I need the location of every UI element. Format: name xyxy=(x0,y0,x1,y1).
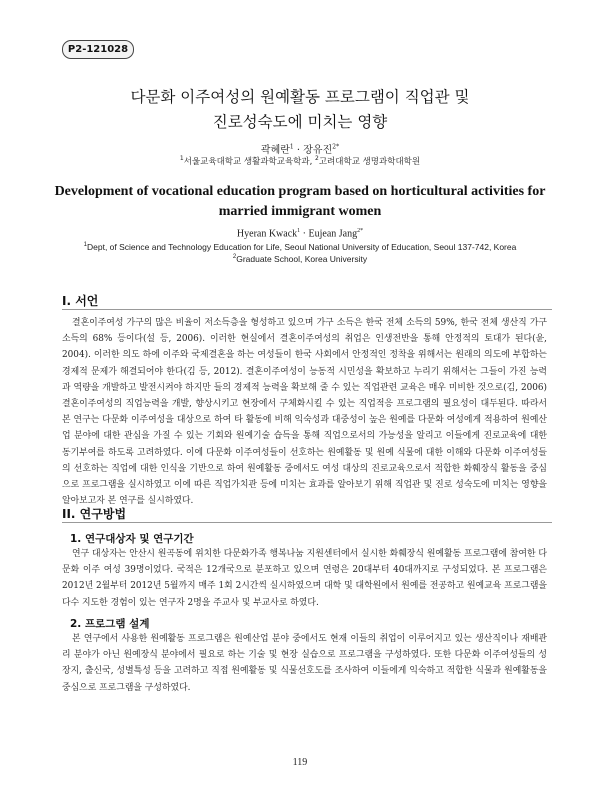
korean-author-2-mark: 2* xyxy=(332,143,340,151)
korean-title-line-2: 진로성숙도에 미치는 영향 xyxy=(212,113,388,131)
affil-kr-text-2: 고려대학교 생명과학대학원 xyxy=(318,157,421,167)
affil-en-mark-2: 2 xyxy=(232,254,237,261)
section-1-heading: I. 서언 xyxy=(62,294,99,308)
paper-code-badge: P2-121028 xyxy=(62,40,134,59)
author-separator-en: · xyxy=(300,228,309,240)
english-author-2: Eujean Jang xyxy=(308,228,358,240)
subsection-2-2-paragraph: 본 연구에서 사용한 원예활동 프로그램은 원예산업 분야 중에서도 현재 이들의 취업이 이루어지고 있는 생산직이나 재배관리 분야가 아닌 원예장식 분야에서 필요로 하는 기술 및 현장 실습으로 프로그램을 구성하였다. 또한 다문화 이주여성들의 성장지, 출신국, 성별특성 등을 고려하고 직접 원예활동 및 식물선호도를 조사하여 이들에게 익숙하고 적합한 식물과 원예활동을 중심으로 프로그램을 구성하였다. xyxy=(62,634,547,693)
korean-author-2: 장유진 xyxy=(303,145,333,156)
subsection-2-2-heading: 2. 프로그램 설계 xyxy=(70,618,150,630)
english-authors xyxy=(40,228,560,239)
affil-en-text-2: Graduate School, Korea University xyxy=(236,254,368,264)
affil-en-text-1: Dept, of Science and Technology Education for Life, Seoul National University of Education, Seoul 137-742, Korea xyxy=(86,242,517,252)
english-title-line-2: married immigrant women xyxy=(218,204,382,219)
section-2-rule xyxy=(62,522,552,523)
english-author-1: Hyeran Kwack xyxy=(236,228,298,240)
english-title-line-1: Development of vocational education program based on horticultural activities for xyxy=(54,184,546,199)
korean-title-line-1: 다문화 이주여성의 원예활동 프로그램이 직업관 및 xyxy=(130,88,470,106)
english-affiliation-2 xyxy=(40,254,560,264)
affil-kr-text-1: 서울교육대학교 생활과학교육학과, xyxy=(183,157,316,167)
affil-en-mark-1: 1 xyxy=(83,242,87,249)
page-number: 119 xyxy=(292,757,308,768)
author-separator: · xyxy=(293,145,304,156)
english-author-1-mark: 1 xyxy=(297,228,301,234)
section-1-paragraph: 결혼이주여성 가구의 많은 비율이 저소득층을 형성하고 있으며 가구 소득은 한국 전체 소득의 59%, 한국 전체 생산직 가구소득의 68% 등이다(설 등, 2006). 이러한 현실에서 결혼이주여성의 취업은 인생전반을 통해 안정적의 토대가 된다(윤, 2004). 이러한 의도 하에 이주와 국제결혼을 하는 여성들이 한국 사회에서 안정적인 정착을 위해서는 원래의 의도에 부합하는 경제적 문제가 해결되어야 한다(김 등, 2012). 결혼이주여성이 능동적 시민성을 확보하고 누리기 위해서는 그들이 가진 능력과 역량을 개발하고 발전시켜야 하지만 들의 경제적 능력을 확보해 줄 수 있는 직업관련 교육은 매우 미비한 것으로(김, 2006) 결혼이주여성의 직업능력을 개발, 향상시키고 현장에서 구체화시킬 수 있는 직업적응 프로그램의 필요성이 대두된다. 따라서 본 연구는 다문화 이주여성을 대상으로 하여 타 활동에 비해 익숙성과 대중성이 높은 원예를 다문화 여성에게 적용하여 원예산업 분야에 대한 관심을 가질 수 있는 기회와 원예기술 습득을 통해 직업으로서의 가능성을 알리고 이들에게 진로교육에 대한 동기부여를 하도록 고려하였다. 이에 다문화 이주여성들이 선호하는 원예활동 및 원예 식물에 대한 이해와 다문화 이주여성들의 선호하는 직업에 대한 인식을 기반으로 하여 원예활동 중에서도 여성 대상의 진로교육으로서 적합한 화훼장식 활동을 중심으로 프로그램을 실시하였고 이에 따른 직업가치관 등에 미치는 효과를 알아보기 위해 직업관 및 진로 성숙도에 미치는 영향을 알아보고자 본 연구를 실시하였다. xyxy=(62,318,547,507)
subsection-2-1-heading: 1. 연구대상자 및 연구기간 xyxy=(70,533,194,545)
affil-kr-mark-1: 1 xyxy=(179,155,184,163)
korean-authors xyxy=(40,141,560,156)
english-affiliation-1 xyxy=(40,242,560,252)
korean-author-1-mark: 1 xyxy=(289,143,294,151)
section-2-heading: II. 연구방법 xyxy=(62,507,127,521)
affil-kr-mark-2: 2 xyxy=(315,155,319,163)
english-author-2-mark: 2* xyxy=(357,228,364,234)
subsection-2-1-paragraph: 연구 대상자는 안산시 원곡동에 위치한 다문화가족 행복나눔 지원센터에서 실시한 화훼장식 원예활동 프로그램에 참여한 다문화 이주 여성 39명이었다. 국적은 12개국으로 분포하고 있으며 연령은 20대부터 40대까지로 구성되었다. 본 프로그램은 2012년 2월부터 2012년 5월까지 매주 1회 2시간씩 실시하였으며 대학 및 대학원에서 원예를 전공하고 원예교육 프로그램을 다수 지도한 경험이 있는 연구자 2명을 주교사 및 부교사로 하였다. xyxy=(62,549,547,608)
section-1-rule xyxy=(62,309,552,310)
korean-affiliation xyxy=(40,155,560,167)
korean-author-1: 곽혜란 xyxy=(260,145,290,156)
